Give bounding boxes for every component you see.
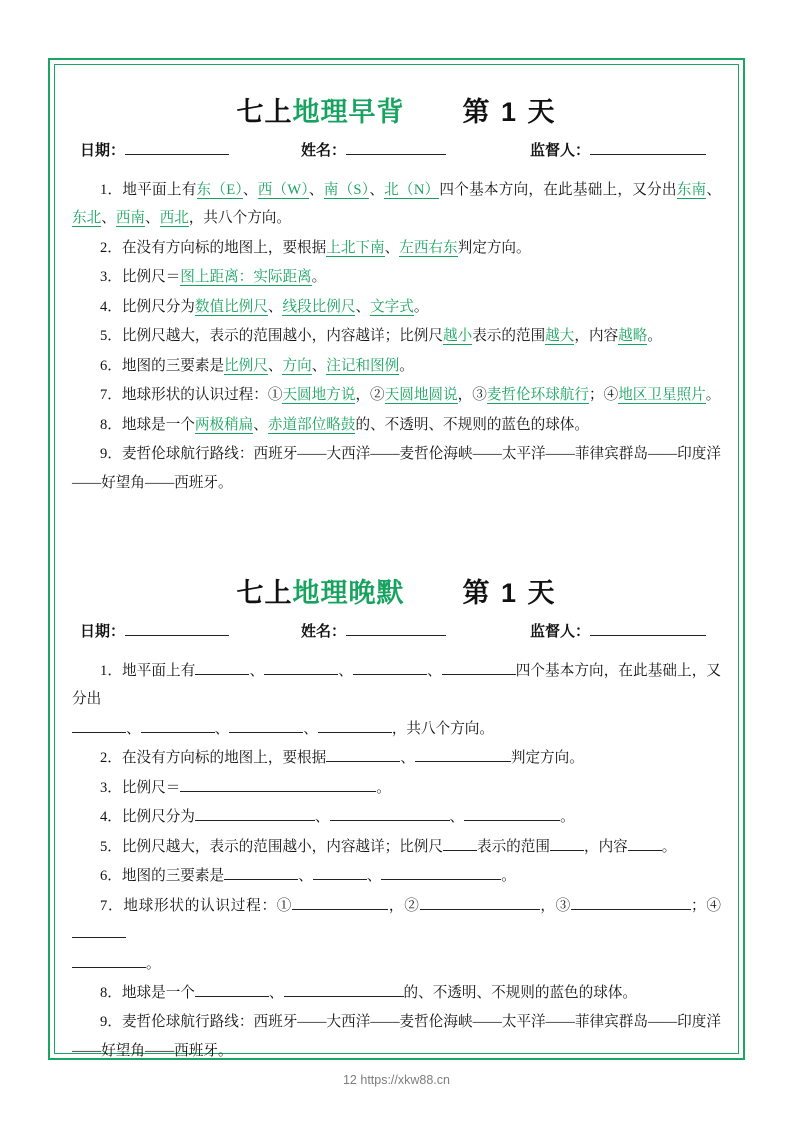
item-text: 、 <box>253 416 268 433</box>
evening-date-blank[interactable] <box>125 620 229 636</box>
item-text: 判定方向。 <box>510 750 584 767</box>
answer-blank[interactable] <box>326 747 400 762</box>
answer-key: 上北下南 <box>326 239 385 256</box>
evening-supervisor-label: 监督人： <box>530 623 591 640</box>
item-text: 、 <box>369 182 385 198</box>
item-text: ，共八个方向。 <box>391 720 494 737</box>
item-text: 判定方向。 <box>457 239 531 256</box>
answer-key: 南（S） <box>323 182 370 198</box>
item-text: 、 <box>267 357 283 374</box>
answer-key: 赤道部位略鼓 <box>267 416 356 433</box>
answer-blank[interactable] <box>264 660 338 675</box>
section-evening <box>72 571 721 1065</box>
answer-blank[interactable] <box>292 895 388 910</box>
item-text: 的、不透明、不规则的蓝色的球体。 <box>355 416 589 433</box>
answer-blank[interactable] <box>224 865 298 880</box>
item-number: 8． <box>100 416 122 433</box>
item-text: 比例尺＝ <box>121 779 181 796</box>
morning-name-blank[interactable] <box>346 139 446 155</box>
answer-blank[interactable] <box>442 660 516 675</box>
morning-item-5 <box>72 322 721 350</box>
answer-blank[interactable] <box>550 836 584 851</box>
item-number: 7． <box>100 897 124 914</box>
morning-title-prefix: 七上 <box>236 97 293 127</box>
answer-key: 方向 <box>282 357 312 374</box>
item-number: 3． <box>100 269 122 286</box>
evening-name-blank[interactable] <box>346 620 446 636</box>
evening-title-row <box>72 571 721 610</box>
item-text: 、 <box>384 239 400 256</box>
answer-blank[interactable] <box>628 836 662 851</box>
evening-item-5 <box>72 833 721 861</box>
answer-key: 文字式 <box>370 298 414 315</box>
morning-supervisor-label: 监督人： <box>530 143 591 159</box>
item-text: 地图的三要素是 <box>121 868 225 885</box>
answer-blank[interactable] <box>415 747 511 762</box>
evening-item-2 <box>72 744 721 772</box>
item-number: 6． <box>100 357 122 374</box>
morning-title-highlight: 地理早背 <box>292 97 405 127</box>
answer-key: 东（E） <box>196 182 243 198</box>
item-text: 、 <box>214 720 230 737</box>
evening-supervisor-blank[interactable] <box>590 620 706 636</box>
item-text: 、 <box>308 182 324 198</box>
evening-item-6 <box>72 862 721 890</box>
item-text: 、 <box>706 182 721 198</box>
morning-item-2 <box>72 234 721 262</box>
item-text: 、 <box>314 809 330 826</box>
item-text: 。 <box>146 955 161 972</box>
item-text: 、 <box>355 298 371 315</box>
item-text: 、 <box>400 750 415 767</box>
evening-item-7 <box>72 892 721 949</box>
morning-item-1 <box>72 176 721 233</box>
item-text: 、 <box>311 357 327 374</box>
item-text: 。 <box>311 269 327 286</box>
item-text: 、 <box>101 210 116 227</box>
item-text: ；④ <box>691 897 721 914</box>
evening-date-field[interactable] <box>80 620 229 641</box>
item-text: ，③ <box>539 897 572 914</box>
item-text: ；④ <box>589 387 619 404</box>
item-text: 在没有方向标的地图上，要根据 <box>121 750 327 767</box>
answer-blank[interactable] <box>72 953 146 968</box>
item-text: 、 <box>242 182 258 198</box>
item-number: 3． <box>100 779 122 796</box>
answer-blank[interactable] <box>195 982 269 997</box>
item-text: 四个基本方向，在此基础上，又分出 <box>72 662 721 708</box>
evening-name-label: 姓名： <box>301 623 347 640</box>
item-number: 9． <box>100 446 122 463</box>
item-text: 地平面上有 <box>122 662 196 679</box>
morning-name-field[interactable] <box>301 139 446 160</box>
answer-key: 两极稍扁 <box>194 416 254 433</box>
item-number: 2． <box>100 750 122 767</box>
page-footer: 12 https://xkw88.cn <box>342 1073 450 1087</box>
item-text: 、 <box>303 720 318 737</box>
item-text: ，② <box>388 897 420 914</box>
answer-blank[interactable] <box>313 865 367 880</box>
evening-title-prefix: 七上 <box>236 577 293 608</box>
item-number: 7． <box>100 387 122 404</box>
item-text: 比例尺分为 <box>121 809 195 826</box>
answer-key: 麦哲伦环球航行 <box>486 387 589 404</box>
item-text: 地球形状的认识过程：① <box>123 897 293 914</box>
item-text: 、 <box>338 662 353 679</box>
item-text: 、 <box>249 662 265 679</box>
item-text: 地图的三要素是 <box>121 357 225 374</box>
item-text: ，共八个方向。 <box>188 210 291 227</box>
item-text: 。 <box>376 779 391 796</box>
evening-item-3 <box>72 774 721 802</box>
morning-supervisor-field[interactable] <box>530 139 706 160</box>
item-text: 比例尺越大，表示的范围越小，内容越详；比例尺 <box>121 838 443 855</box>
evening-supervisor-field[interactable] <box>530 620 706 641</box>
item-text: 表示的范围 <box>472 328 546 345</box>
item-text: 比例尺越大，表示的范围越小，内容越详；比例尺 <box>121 328 443 345</box>
item-number: 5． <box>100 328 122 345</box>
item-text: 。 <box>560 809 575 826</box>
answer-key: 地区卫星照片 <box>618 387 706 404</box>
answer-blank[interactable] <box>72 718 126 733</box>
answer-blank[interactable] <box>381 865 501 880</box>
item-text: 、 <box>126 720 141 737</box>
item-text: 、 <box>267 298 283 315</box>
answer-blank[interactable] <box>420 895 540 910</box>
item-text: 的、不透明、不规则的蓝色的球体。 <box>403 984 638 1001</box>
morning-day-label: 第 1 天 <box>462 97 557 127</box>
answer-key: 越小 <box>442 328 473 345</box>
answer-key: 数值比例尺 <box>194 298 268 315</box>
morning-item-4 <box>72 293 721 321</box>
answer-key: 越大 <box>545 328 575 345</box>
item-text: 。 <box>399 357 414 374</box>
item-text: 、 <box>426 662 442 679</box>
item-number: 1． <box>100 662 123 679</box>
item-text: ，② <box>355 387 385 404</box>
answer-key: 天圆地圆说 <box>384 387 458 404</box>
answer-blank[interactable] <box>229 718 303 733</box>
morning-date-field[interactable] <box>80 139 229 160</box>
item-number: 8． <box>100 984 122 1001</box>
item-text: 、 <box>268 984 284 1001</box>
answer-key: 西南 <box>115 210 146 227</box>
evening-item-9 <box>72 1008 721 1065</box>
morning-supervisor-blank[interactable] <box>590 139 706 155</box>
item-text: ，内容 <box>583 838 628 855</box>
answer-key: 东北 <box>72 210 102 227</box>
item-number: 1． <box>100 182 123 198</box>
item-text: 。 <box>647 328 662 345</box>
evening-item-7-cont <box>72 950 721 978</box>
evening-name-field[interactable] <box>301 620 446 641</box>
item-number: 4． <box>100 809 122 826</box>
answer-blank[interactable] <box>284 982 404 997</box>
answer-blank[interactable] <box>464 806 560 821</box>
answer-key: 比例尺 <box>224 357 268 374</box>
evening-date-label: 日期： <box>80 623 126 640</box>
answer-blank[interactable] <box>443 836 477 851</box>
answer-blank[interactable] <box>195 660 249 675</box>
item-text: 。 <box>661 838 677 855</box>
item-text: 。 <box>705 387 721 404</box>
item-text: 地平面上有 <box>122 182 197 198</box>
answer-blank[interactable] <box>72 923 126 938</box>
morning-name-label: 姓名： <box>301 143 347 159</box>
item-number: 5． <box>100 838 122 855</box>
answer-key: 线段比例尺 <box>282 298 356 315</box>
answer-blank[interactable] <box>571 895 691 910</box>
morning-meta-row <box>72 139 721 160</box>
item-text: 。 <box>501 868 516 885</box>
morning-item-7 <box>72 381 721 409</box>
morning-item-3 <box>72 263 721 291</box>
item-text: 比例尺＝ <box>121 269 181 286</box>
evening-item-1-cont <box>72 715 721 743</box>
answer-blank[interactable] <box>195 806 315 821</box>
item-text: 。 <box>413 298 429 315</box>
morning-date-label: 日期： <box>80 143 126 159</box>
answer-key: 天圆地方说 <box>282 387 356 404</box>
answer-key: 北（N） <box>384 182 440 198</box>
answer-blank[interactable] <box>141 718 215 733</box>
morning-title-row <box>72 90 721 129</box>
item-text: 麦哲伦球航行路线：西班牙——大西洋——麦哲伦海峡——太平洋——菲律宾群岛——印度洋——好望角——西班牙。 <box>72 446 721 491</box>
item-text: 、 <box>366 868 382 885</box>
answer-key: 越略 <box>618 328 648 345</box>
item-text: 比例尺分为 <box>121 298 195 315</box>
answer-key: 左西右东 <box>399 239 458 256</box>
morning-item-6 <box>72 352 721 380</box>
answer-key: 图上距离：实际距离 <box>180 269 312 286</box>
item-text: 地球是一个 <box>121 984 195 1001</box>
item-text: 、 <box>449 809 465 826</box>
item-text: 地球形状的认识过程：① <box>121 387 283 404</box>
item-text: 、 <box>145 210 160 227</box>
morning-date-blank[interactable] <box>125 139 229 155</box>
evening-item-1 <box>72 657 721 714</box>
item-text: 、 <box>298 868 313 885</box>
answer-blank[interactable] <box>353 660 427 675</box>
evening-meta-row <box>72 620 721 641</box>
answer-blank[interactable] <box>318 718 392 733</box>
evening-day-label: 第 1 天 <box>462 577 557 608</box>
item-text: ，内容 <box>574 328 619 345</box>
item-text: 表示的范围 <box>476 838 550 855</box>
morning-item-8 <box>72 411 721 439</box>
evening-item-8 <box>72 979 721 1007</box>
item-text: ，③ <box>457 387 487 404</box>
answer-key: 东南 <box>676 182 707 198</box>
item-number: 9． <box>100 1014 122 1031</box>
section-morning <box>72 90 721 497</box>
answer-key: 注记和图例 <box>326 357 400 374</box>
answer-blank[interactable] <box>330 806 450 821</box>
item-text: 在没有方向标的地图上，要根据 <box>121 239 327 256</box>
item-number: 6． <box>100 868 122 885</box>
answer-blank[interactable] <box>180 777 376 792</box>
item-text: 地球是一个 <box>121 416 195 433</box>
answer-key: 西北 <box>159 210 189 227</box>
item-text: 麦哲伦球航行路线：西班牙——大西洋——麦哲伦海峡——太平洋——菲律宾群岛——印度洋——好望角——西班牙。 <box>72 1014 721 1059</box>
item-number: 4． <box>100 298 122 315</box>
item-text: 四个基本方向，在此基础上，又分出 <box>439 182 677 198</box>
answer-key: 西（W） <box>257 182 309 198</box>
evening-item-4 <box>72 803 721 831</box>
document-content <box>72 76 721 1066</box>
item-number: 2． <box>100 239 122 256</box>
evening-title-highlight: 地理晚默 <box>292 577 405 608</box>
morning-item-9 <box>72 440 721 497</box>
